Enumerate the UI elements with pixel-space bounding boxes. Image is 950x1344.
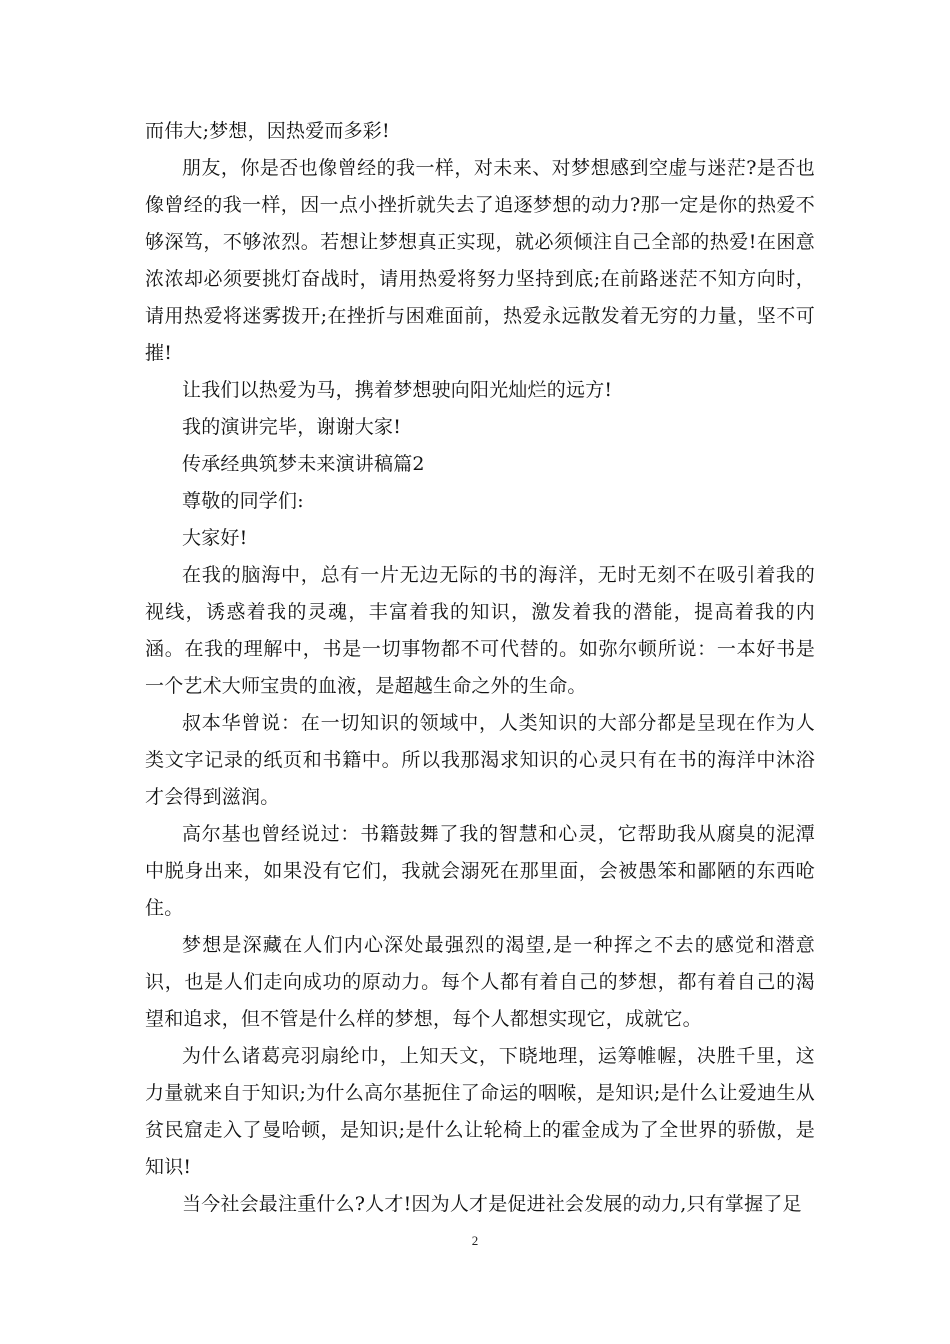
document-body	[145, 113, 815, 1223]
paragraph: 朋友，你是否也像曾经的我一样，对未来、对梦想感到空虚与迷茫?是否也像曾经的我一样，因一点小挫折就失去了追逐梦想的动力?那一定是你的热爱不够深笃，不够浓烈。若想让梦想真正实现，就必须倾注自己全部的热爱!在困意浓浓却必须要挑灯奋战时，请用热爱将努力坚持到底;在前路迷茫不知方向时，请用热爱将迷雾拨开;在挫折与困难面前，热爱永远散发着无穷的力量，坚不可摧!	[145, 157, 815, 364]
paragraph: 我的演讲完毕，谢谢大家!	[182, 416, 402, 438]
page-number: 2	[471, 1233, 479, 1248]
salutation: 尊敬的同学们:	[182, 490, 304, 512]
greeting: 大家好!	[182, 527, 248, 549]
paragraph: 当今社会最注重什么?人才!因为人才是促进社会发展的动力,只有掌握了足	[182, 1193, 802, 1215]
section-heading: 传承经典筑梦未来演讲稿篇2	[182, 453, 425, 475]
paragraph: 而伟大;梦想，因热爱而多彩!	[145, 120, 390, 142]
paragraph: 在我的脑海中，总有一片无边无际的书的海洋，无时无刻不在吸引着我的视线，诱惑着我的灵魂，丰富着我的知识，激发着我的潜能，提高着我的内涵。在我的理解中，书是一切事物都不可代替的。如弥尔顿所说：一本好书是一个艺术大师宝贵的血液，是超越生命之外的生命。	[145, 564, 815, 697]
paragraph: 高尔基也曾经说过：书籍鼓舞了我的智慧和心灵，它帮助我从腐臭的泥潭中脱身出来，如果没有它们，我就会溺死在那里面，会被愚笨和鄙陋的东西呛住。	[145, 823, 815, 919]
paragraph: 让我们以热爱为马，携着梦想驶向阳光灿烂的远方!	[182, 379, 613, 401]
paragraph: 为什么诸葛亮羽扇纶巾，上知天文，下晓地理，运筹帷幄，决胜千里，这力量就来自于知识;为什么高尔基扼住了命运的咽喉，是知识;是什么让爱迪生从贫民窟走入了曼哈顿，是知识;是什么让轮椅上的霍金成为了全世界的骄傲，是知识!	[145, 1045, 815, 1178]
paragraph: 叔本华曾说：在一切知识的领域中，人类知识的大部分都是呈现在作为人类文字记录的纸页和书籍中。所以我那渴求知识的心灵只有在书的海洋中沐浴才会得到滋润。	[145, 712, 815, 808]
paragraph: 梦想是深藏在人们内心深处最强烈的渴望,是一种挥之不去的感觉和潜意识，也是人们走向成功的原动力。每个人都有着自己的梦想，都有着自己的渴望和追求，但不管是什么样的梦想，每个人都想实现它，成就它。	[145, 934, 815, 1030]
